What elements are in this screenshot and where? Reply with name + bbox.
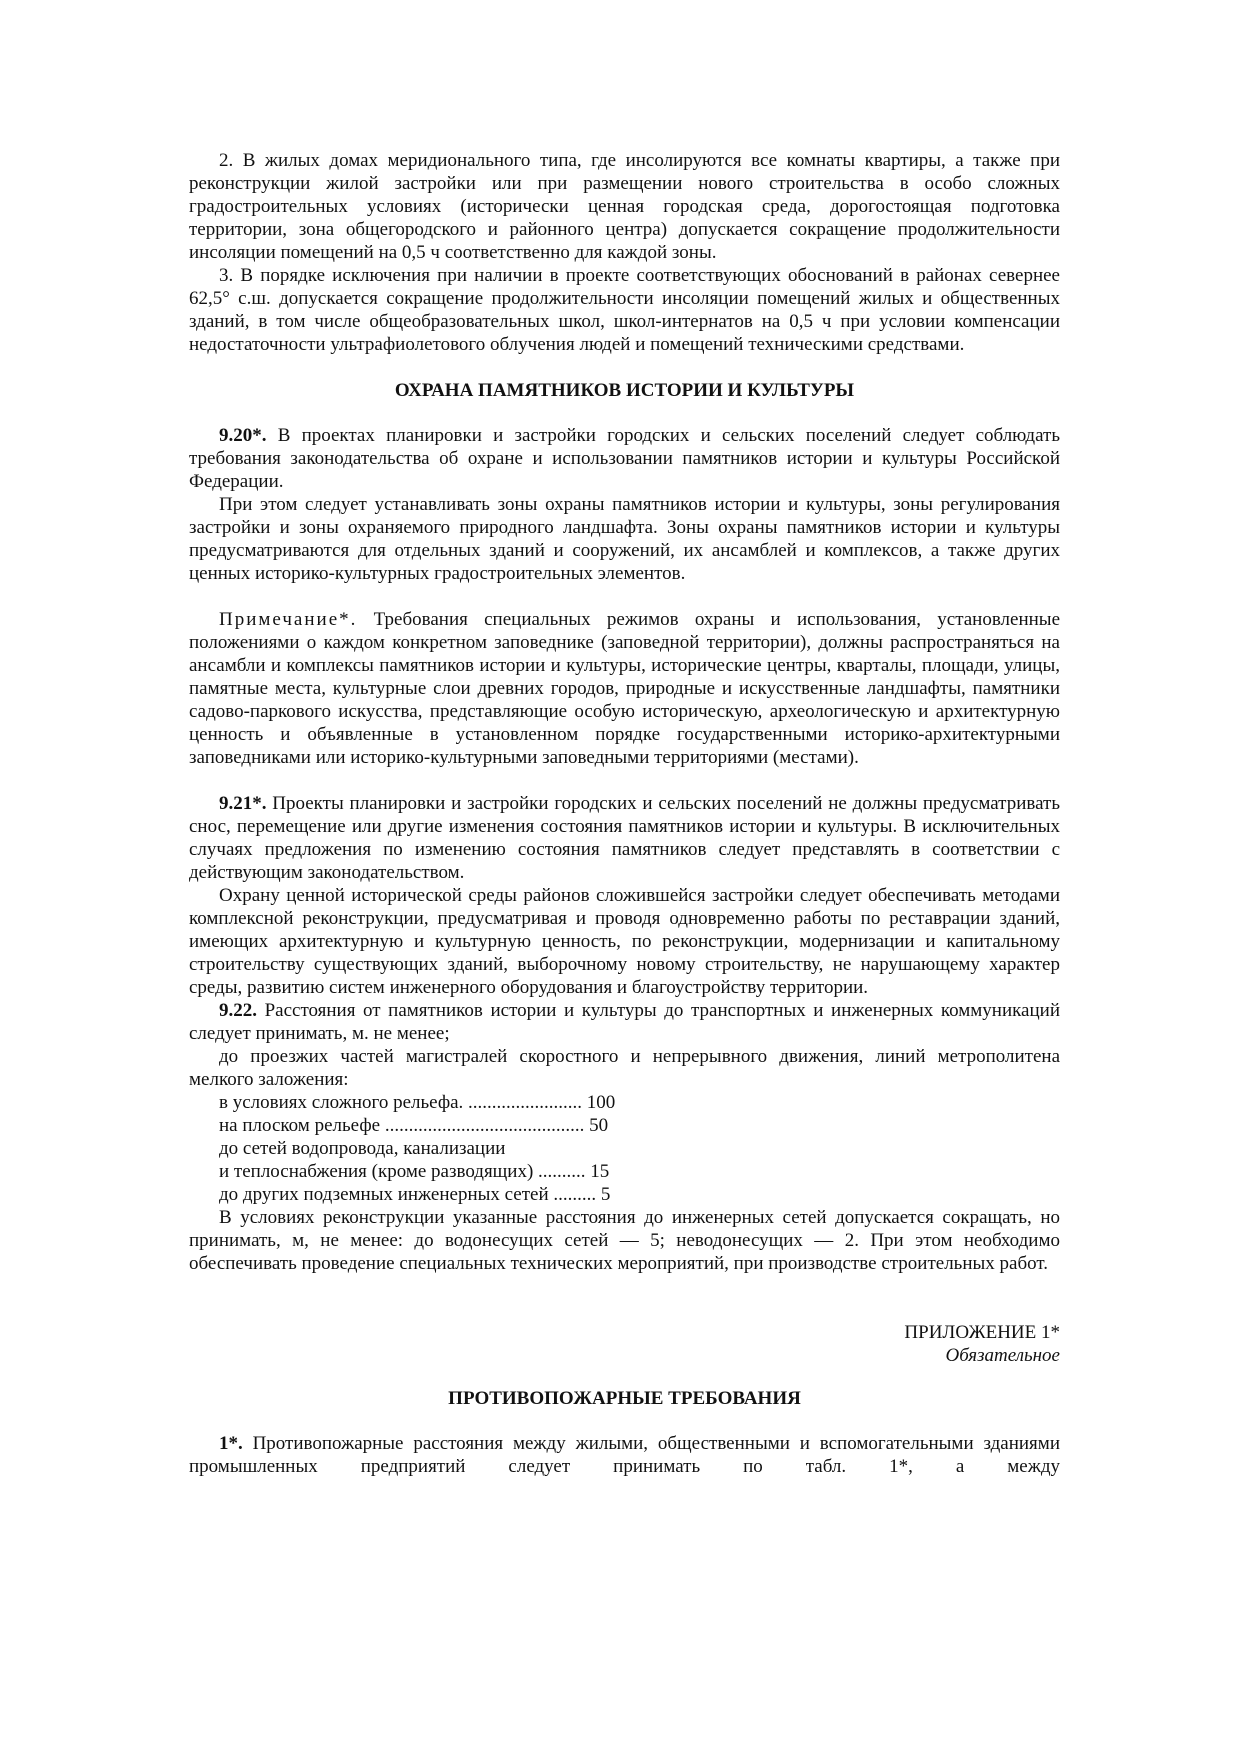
spacer	[189, 402, 1060, 424]
spacer	[189, 1410, 1060, 1432]
paragraph-9-21-b: Охрану ценной исторической среды районов сложившейся застройки следует обеспечивать методами комплексной реконструкции, предусматривая и проводя одновременно работы по реставрации зданий, имеющих архитектурную и культурную ценность, по реконструкции, модернизации и капитальному строительству существующих зданий, выборочному новому строительству, не нарушающему характер среды, развитию систем инженерного оборудования и благоустройству территории.	[189, 885, 1060, 998]
clause-number: 1*.	[219, 1433, 243, 1454]
clause-number: 9.22.	[219, 1000, 257, 1021]
spacer	[189, 356, 1060, 379]
distance-list-item: до других подземных инженерных сетей ......... 5	[219, 1184, 611, 1205]
clause-text: Проекты планировки и застройки городских и сельских поселений не должны предусматривать снос, перемещение или другие изменения состояния памятников истории и культуры. В исключительных случаях предложения по изменению состояния памятников следует представлять в соответствии с действующим законодательством.	[189, 793, 1060, 883]
distance-list-item: и теплоснабжения (кроме разводящих) .......... 15	[219, 1161, 610, 1182]
distance-list-item: в условиях сложного рельефа. ........................ 100	[219, 1092, 616, 1113]
section-title-heritage: ОХРАНА ПАМЯТНИКОВ ИСТОРИИ И КУЛЬТУРЫ	[394, 380, 855, 401]
spacer	[189, 1367, 1060, 1387]
clause-text: Расстояния от памятников истории и культуры до транспортных и инженерных коммуникаций следует принимать, м. не менее;	[189, 1000, 1060, 1044]
clause-number: 9.21*.	[219, 793, 267, 814]
distance-list-item: до сетей водопровода, канализации	[219, 1138, 506, 1159]
paragraph-9-21	[189, 792, 1060, 884]
distance-list-item: на плоском рельефе .......................................... 50	[219, 1115, 609, 1136]
clause-text: В проектах планировки и застройки городских и сельских поселений следует соблюдать требования законодательства об охране и использовании памятников истории и культуры Российской Федерации.	[189, 425, 1060, 492]
note-label: Примечание*.	[219, 609, 358, 630]
paragraph-9-22-c: В условиях реконструкции указанные расстояния до инженерных сетей допускается сокращать, но принимать, м, не менее: до водонесущих сетей — 5; неводонесущих — 2. При этом необходимо обеспечивать проведение специальных технических мероприятий, при производстве строительных работ.	[189, 1207, 1060, 1274]
spacer	[189, 1275, 1060, 1321]
clause-number: 9.20*.	[219, 425, 267, 446]
paragraph-9-22	[189, 999, 1060, 1045]
spacer	[189, 585, 1060, 608]
spacer	[189, 769, 1060, 792]
paragraph-1	[189, 1432, 1060, 1478]
paragraph-9-20	[189, 424, 1060, 493]
appendix-label: ПРИЛОЖЕНИЕ 1*	[904, 1322, 1060, 1343]
paragraph-9-22-b: до проезжих частей магистралей скоростного и непрерывного движения, линий метрополитена мелкого заложения:	[189, 1046, 1060, 1090]
note-paragraph	[189, 608, 1060, 769]
section-title-fire: ПРОТИВОПОЖАРНЫЕ ТРЕБОВАНИЯ	[448, 1388, 801, 1409]
clause-text: Противопожарные расстояния между жилыми, общественными и вспомогательными зданиями промышленных предприятий следует принимать по табл. 1*, а между	[189, 1433, 1060, 1477]
document-page	[189, 149, 1060, 1478]
paragraph-9-20-b: При этом следует устанавливать зоны охраны памятников истории и культуры, зоны регулирования застройки и зоны охраняемого природного ландшафта. Зоны охраны памятников истории и культуры предусматриваются для отдельных зданий и сооружений, их ансамблей и комплексов, а также других ценных историко-культурных градостроительных элементов.	[189, 494, 1060, 584]
note-text: Требования специальных режимов охраны и использования, установленные положениями о каждом конкретном заповеднике (заповедной территории), должны распространяться на ансамбли и комплексы памятников истории и культуры, исторические центры, кварталы, площади, улицы, памятные места, культурные слои древних городов, природные и искусственные ландшафты, памятники садово-паркового искусства, представляющие особую историческую, археологическую и архитектурную ценность и объявленные в установленном порядке государственными историко-архитектурными заповедниками или историко-культурными заповедными территориями (местами).	[189, 609, 1060, 768]
paragraph-3: 3. В порядке исключения при наличии в проекте соответствующих обоснований в районах севернее 62,5° с.ш. допускается сокращение продолжительности инсоляции помещений жилых и общественных зданий, в том числе общеобразовательных школ, школ-интернатов на 0,5 ч при условии компенсации недостаточности ультрафиолетового облучения людей и помещений техническими средствами.	[189, 265, 1060, 355]
paragraph-2: 2. В жилых домах меридионального типа, где инсолируются все комнаты квартиры, а также при реконструкции жилой застройки или при размещении нового строительства в особо сложных градостроительных условиях (исторически ценная городская среда, дорогостоящая подготовка территории, зона общегородского и районного центра) допускается сокращение продолжительности инсоляции помещений на 0,5 ч соответственно для каждой зоны.	[189, 150, 1060, 263]
appendix-status: Обязательное	[945, 1345, 1060, 1366]
